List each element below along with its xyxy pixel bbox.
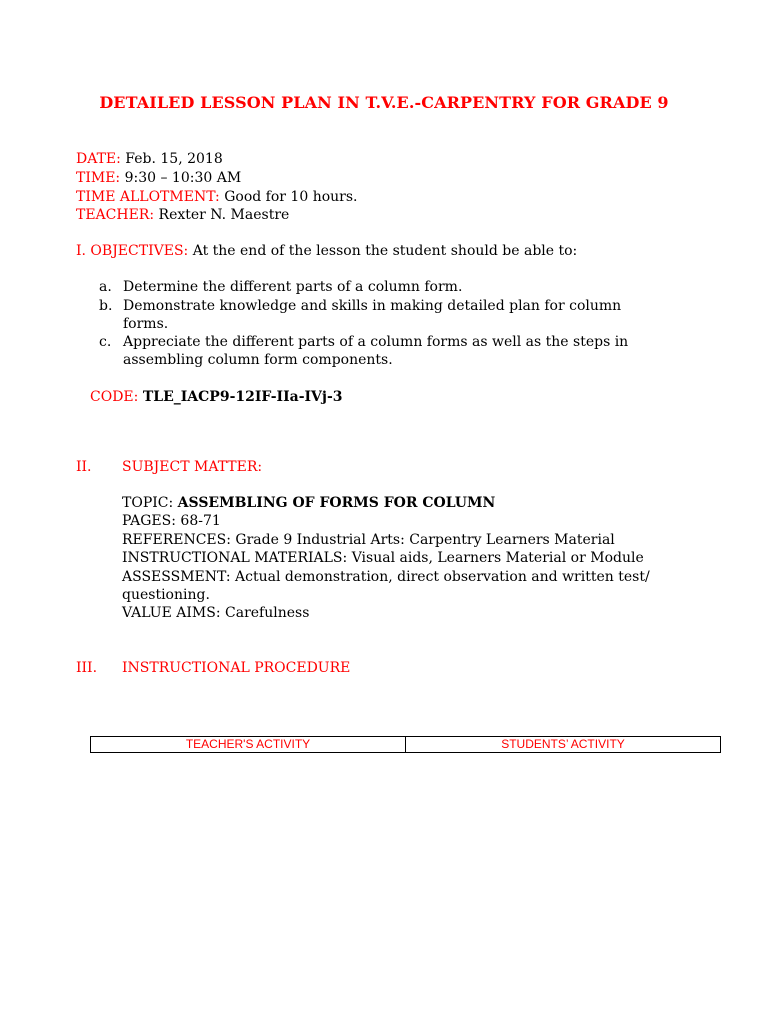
objective-item [99,278,659,296]
objective-marker: c. [99,334,112,350]
time-allotment-label: TIME ALLOTMENT: [76,189,220,205]
code-label: CODE: [90,389,139,405]
subject-matter-heading: SUBJECT MATTER: [122,459,263,475]
objectives-heading [76,242,577,260]
topic-line [122,494,495,512]
objective-item [99,297,659,333]
objectives-label: I. OBJECTIVES: [76,243,189,259]
assessment-line: ASSESSMENT: Actual demonstration, direct observation and written test/ [122,569,650,585]
objective-text: Determine the different parts of a column form. [123,279,463,295]
procedure-heading: INSTRUCTIONAL PROCEDURE [122,660,351,676]
teacher-line [76,206,289,224]
date-label: DATE: [76,151,121,167]
references-line: REFERENCES: Grade 9 Industrial Arts: Carpentry Learners Material [122,532,615,548]
time-line [76,169,241,187]
materials-line: INSTRUCTIONAL MATERIALS: Visual aids, Learners Material or Module [122,550,644,566]
pages-line: PAGES: 68-71 [122,513,221,529]
teacher-value: Rexter N. Maestre [158,207,290,223]
code-line [90,388,343,406]
procedure-number: III. [76,660,98,676]
topic-label: TOPIC: [122,495,174,511]
objective-text: Demonstrate knowledge and skills in making detailed plan for column forms. [123,298,622,332]
time-allotment-line [76,188,357,206]
objective-marker: b. [99,298,113,314]
table-header-row [91,737,721,753]
value-aims-line: VALUE AIMS: Carefulness [122,605,310,621]
time-value: 9:30 – 10:30 AM [124,170,242,186]
activity-table [90,736,721,753]
students-activity-header: STUDENTS’ ACTIVITY [406,737,721,753]
objective-item [99,333,659,369]
date-line [76,150,223,168]
teachers-activity-header: TEACHER'S ACTIVITY [91,737,406,753]
assessment-line-continued: questioning. [122,587,210,603]
code-value: TLE_IACP9-12IF-IIa-IVj-3 [142,389,343,405]
document-title: DETAILED LESSON PLAN IN T.V.E.-CARPENTRY FOR GRADE 9 [99,93,669,112]
topic-value: ASSEMBLING OF FORMS FOR COLUMN [177,495,496,511]
objectives-intro: At the end of the lesson the student should be able to: [192,243,578,259]
date-value: Feb. 15, 2018 [125,151,223,167]
subject-matter-number: II. [76,459,92,475]
objective-marker: a. [99,279,112,295]
objective-text: Appreciate the different parts of a column forms as well as the steps in assembling column form components. [123,334,629,368]
time-allotment-value: Good for 10 hours. [224,189,358,205]
teacher-label: TEACHER: [76,207,155,223]
time-label: TIME: [76,170,121,186]
